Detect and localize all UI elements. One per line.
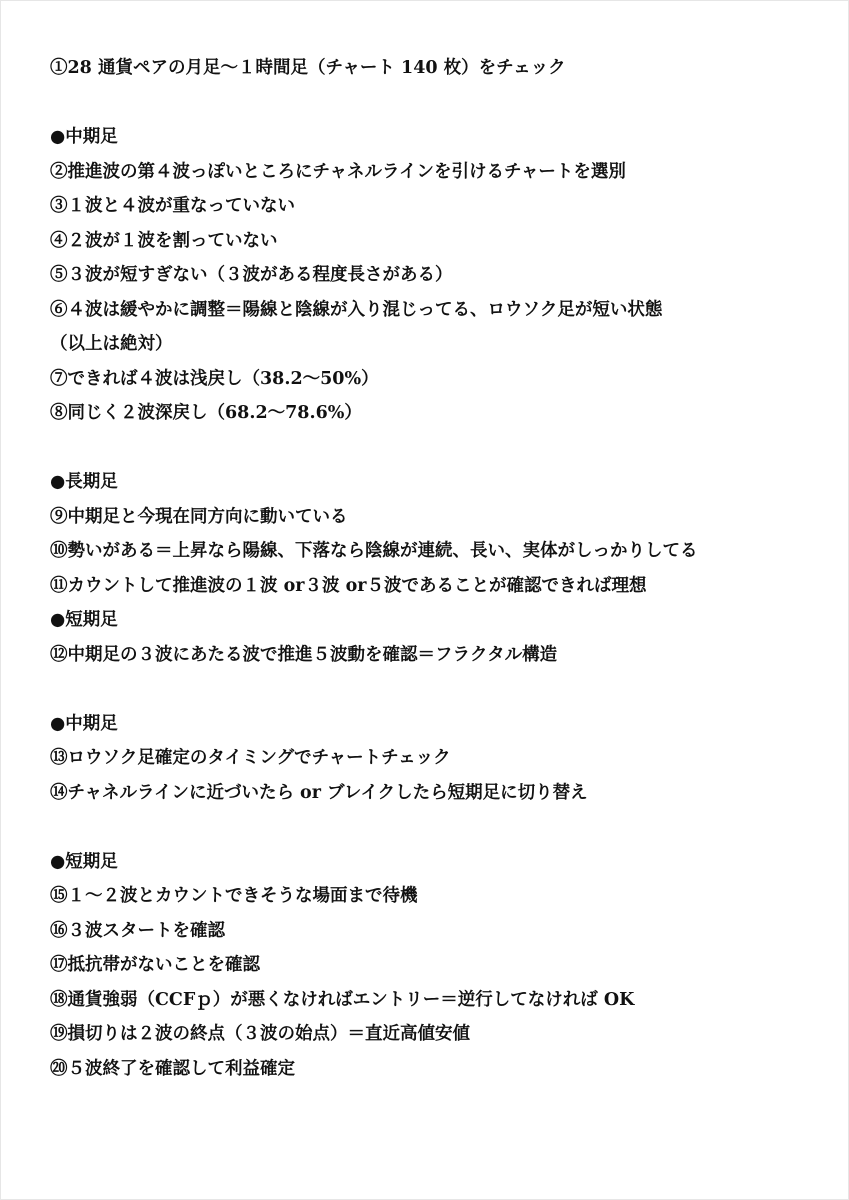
blank-line bbox=[50, 86, 849, 121]
text-line: ⑧同じく２波深戻し（68.2〜78.6%） bbox=[50, 403, 362, 423]
text-line: ⑮１〜２波とカウントできそうな場面まで待機 bbox=[50, 886, 418, 906]
text-line-checklist-start: ①28 通貨ペアの月足〜１時間足（チャート 140 枚）をチェック bbox=[50, 58, 566, 78]
text-line: ⑭チャネルラインに近づいたら or ブレイクしたら短期足に切り替え bbox=[50, 782, 588, 803]
text-line: ⑱通貨強弱（CCFｐ）が悪くなければエントリー＝逆行してなければ OK bbox=[50, 989, 635, 1010]
text-line: ⑰抵抗帯がないことを確認 bbox=[50, 955, 260, 975]
text-line: ⑨中期足と今現在同方向に動いている bbox=[50, 506, 348, 527]
text-line: ②推進波の第４波っぽいところにチャネルラインを引けるチャートを選別 bbox=[50, 161, 626, 182]
text-line: ⑳５波終了を確認して利益確定 bbox=[50, 1058, 295, 1079]
text-line: ⑯３波スタートを確認 bbox=[50, 920, 225, 941]
blank-line bbox=[50, 431, 849, 466]
section-heading-long-term: ●長期足 bbox=[50, 472, 118, 492]
blank-line bbox=[50, 810, 849, 845]
text-line: ④２波が１波を割っていない bbox=[50, 230, 278, 251]
text-line: ⑩勢いがある＝上昇なら陽線、下落なら陰線が連続、長い、実体がしっかりしてる bbox=[50, 541, 698, 561]
text-line: ⑪カウントして推進波の１波 or３波 or５波であることが確認できれば理想 bbox=[50, 575, 647, 596]
blank-line bbox=[50, 672, 849, 707]
text-line: ⑥４波は緩やかに調整＝陽線と陰線が入り混じってる、ロウソク足が短い状態 bbox=[50, 299, 663, 320]
text-line: ⑫中期足の３波にあたる波で推進５波動を確認＝フラクタル構造 bbox=[50, 644, 558, 665]
text-line: ⑲損切りは２波の終点（３波の始点）＝直近高値安値 bbox=[50, 1024, 470, 1044]
text-line: ⑬ロウソク足確定のタイミングでチャートチェック bbox=[50, 748, 451, 768]
text-line-note: （以上は絶対） bbox=[50, 334, 173, 354]
text-line: ③１波と４波が重なっていない bbox=[50, 196, 295, 216]
section-heading-short-term: ●短期足 bbox=[50, 610, 118, 630]
text-line: ⑦できれば４波は浅戻し（38.2〜50%） bbox=[50, 368, 379, 389]
section-heading-mid-term: ●中期足 bbox=[50, 713, 118, 734]
section-heading-short-term: ●短期足 bbox=[50, 851, 118, 872]
text-line: ⑤３波が短すぎない（３波がある程度長さがある） bbox=[50, 265, 453, 285]
section-heading-mid-term: ●中期足 bbox=[50, 127, 118, 147]
